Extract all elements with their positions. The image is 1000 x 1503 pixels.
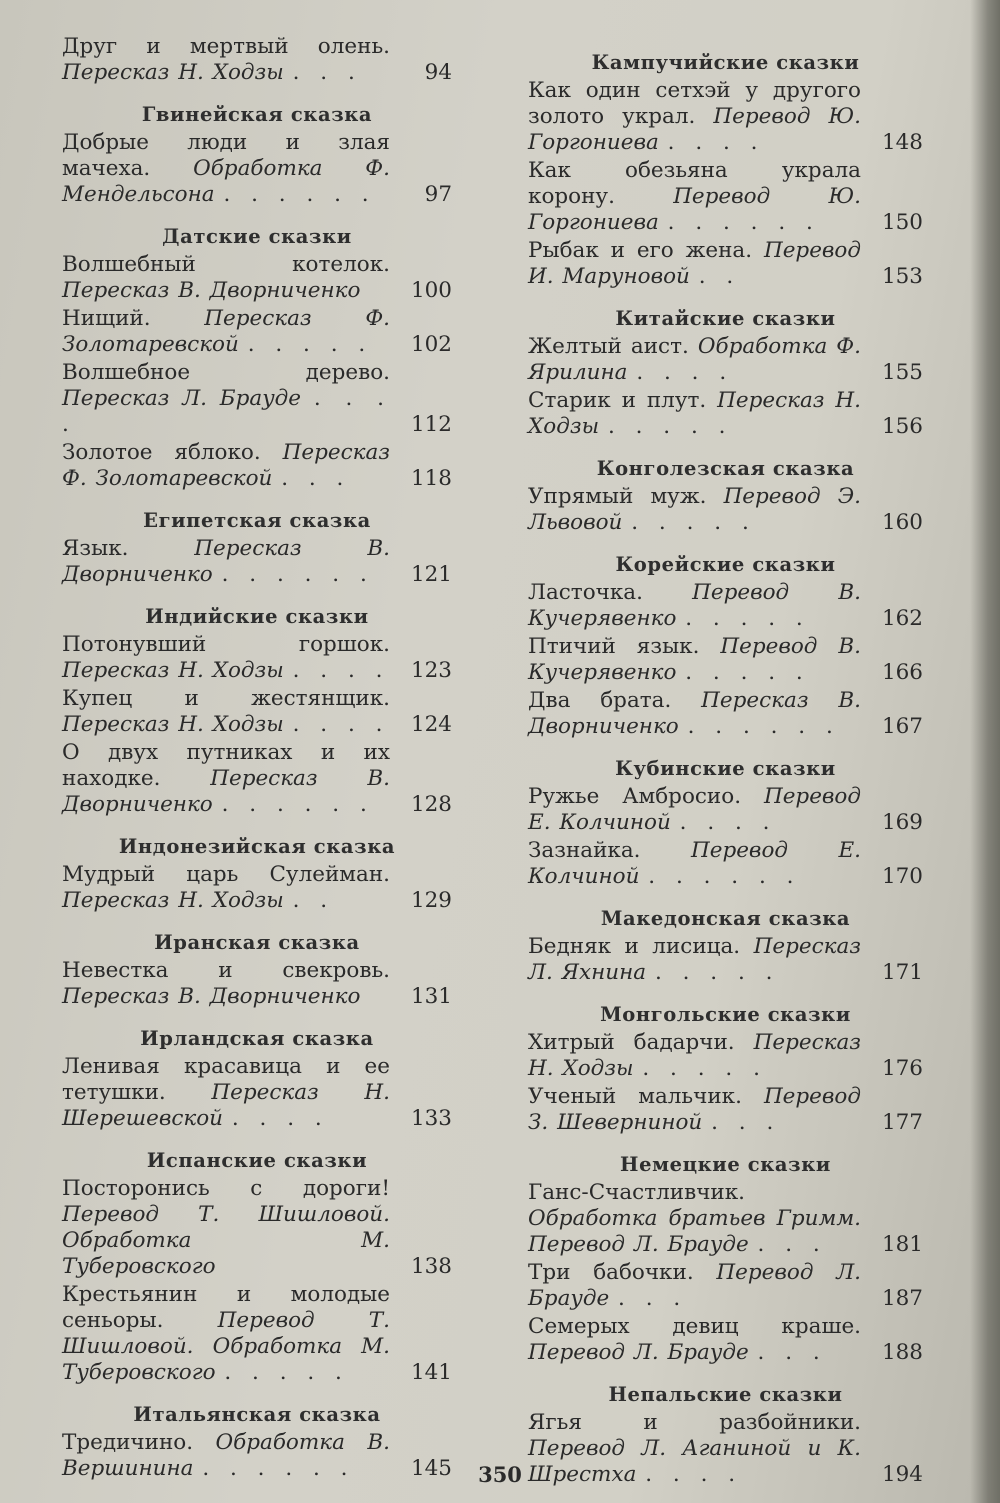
entry-title: Купец и жестянщик. [62, 686, 390, 711]
entry-leader-dots: . . . [757, 1232, 826, 1257]
entry-page-number: 94 [424, 60, 452, 85]
entry-author: Пересказ В. Дворниченко [62, 766, 390, 817]
toc-entry-text [62, 1054, 452, 1132]
entry-title: Нищий. [62, 306, 151, 331]
toc-entry-text [528, 634, 923, 686]
toc-entry[interactable] [528, 484, 923, 536]
entry-page-number: 188 [881, 1340, 923, 1365]
entry-page-number: 150 [881, 210, 923, 235]
entry-title: Два брата. [528, 688, 672, 713]
entry-title: Крестьянин и молодые сеньоры. [62, 1282, 390, 1333]
entry-author: Пересказ Ф. Золотаревской [62, 306, 390, 357]
entry-author: Пересказ Н. Ходзы [528, 1030, 861, 1081]
entry-leader-dots: . . . [281, 466, 350, 491]
entry-title: Друг и мертвый олень. [62, 34, 390, 59]
entry-title: Желтый аист. [528, 334, 689, 359]
entry-title: Как один сетхэй у другого золото украл. [528, 78, 861, 129]
entry-title: Ласточка. [528, 580, 643, 605]
entry-author: Перевод Ю. Горгониева [528, 184, 861, 235]
toc-entry[interactable] [62, 34, 452, 86]
section-heading: Непальские сказки [608, 1383, 843, 1406]
toc-entry-text [62, 360, 452, 438]
entry-page-number: 129 [410, 888, 452, 913]
entry-title: Ганс-Счастливчик. [528, 1180, 746, 1205]
section-heading: Индонезийская сказка [118, 835, 396, 858]
toc-entry[interactable] [528, 784, 923, 836]
entry-leader-dots: . . . . . . [221, 562, 373, 587]
entry-author: Пересказ Н. Ходзы [62, 888, 284, 913]
entry-leader-dots: . . [698, 264, 740, 289]
entry-page-number: 153 [881, 264, 923, 289]
section-heading: Гвинейская сказка [141, 103, 373, 126]
entry-page-number: 148 [881, 130, 923, 155]
toc-entry[interactable] [62, 862, 452, 914]
toc-entry[interactable] [528, 158, 923, 236]
entry-page-number: 133 [410, 1106, 452, 1131]
entry-author: Перевод И. Маруновой [528, 238, 861, 289]
entry-author: Пересказ В. Дворниченко [62, 278, 361, 303]
toc-entry[interactable] [528, 634, 923, 686]
entry-title: Упрямый муж. [528, 484, 707, 509]
entry-title: Бедняк и лисица. [528, 934, 741, 959]
toc-right-column [528, 34, 923, 1490]
entry-leader-dots: . . . . [292, 658, 389, 683]
entry-leader-dots: . . . . . [642, 1056, 766, 1081]
toc-entry-text [528, 1084, 923, 1136]
section-heading: Немецкие сказки [620, 1153, 831, 1176]
entry-title: Волшебный котелок. [62, 252, 390, 277]
entry-author: Пересказ Н. Ходзы [528, 388, 861, 439]
entry-author: Перевод Л. Аганиной и К. Шрестха [528, 1436, 861, 1487]
entry-leader-dots: . . . . . . [202, 1456, 354, 1481]
entry-title: Добрые люди и злая мачеха. [62, 130, 390, 181]
toc-entry-text [528, 688, 923, 740]
entry-page-number: 131 [410, 984, 452, 1009]
entry-page-number: 141 [410, 1360, 452, 1385]
toc-entry[interactable] [528, 934, 923, 986]
entry-title: Посторонись с дороги! [62, 1176, 390, 1201]
toc-entry-text [62, 686, 452, 738]
toc-entry[interactable] [528, 1180, 923, 1258]
toc-entry-text [528, 934, 923, 986]
toc-entry[interactable] [528, 388, 923, 440]
section-heading: Ирландская сказка [140, 1027, 374, 1050]
toc-entry[interactable] [528, 1260, 923, 1312]
toc-entry-text [62, 306, 452, 358]
entry-author: Перевод Ю. Горгониева [528, 104, 861, 155]
entry-author: Перевод Э. Львовой [528, 484, 861, 535]
toc-entry[interactable] [62, 958, 452, 1010]
toc-entry-text [528, 484, 923, 536]
section-heading: Датские сказки [162, 225, 352, 248]
toc-entry[interactable] [528, 78, 923, 156]
toc-entry-text [62, 34, 452, 86]
entry-page-number: 162 [881, 606, 923, 631]
entry-author: Перевод В. Кучерявенко [528, 634, 861, 685]
toc-entry[interactable] [62, 440, 452, 492]
section-heading: Иранская сказка [154, 931, 360, 954]
entry-leader-dots: . . . . . [247, 332, 372, 357]
entry-page-number: 112 [410, 412, 452, 437]
toc-entry-text [62, 536, 452, 588]
entry-author: Пересказ Л. Яхнина [528, 934, 861, 985]
section-heading: Македонская сказка [600, 907, 851, 930]
entry-author: Пересказ Н. Ходзы [62, 658, 284, 683]
toc-entry-text [528, 238, 923, 290]
section-heading: Испанские сказки [146, 1149, 368, 1172]
entry-page-number: 156 [881, 414, 923, 439]
entry-author: Обработка братьев Гримм. Перевод Л. Брауде [528, 1206, 861, 1257]
entry-title: Три бабочки. [528, 1260, 694, 1285]
toc-entry[interactable] [62, 1176, 452, 1280]
toc-entry[interactable] [62, 686, 452, 738]
toc-entry[interactable] [528, 688, 923, 740]
toc-entry[interactable] [528, 334, 923, 386]
entry-leader-dots: . . . . . [685, 660, 809, 685]
section-heading: Монгольские сказки [600, 1003, 851, 1026]
toc-entry[interactable] [528, 838, 923, 890]
toc-entry-text [62, 862, 452, 914]
toc-entry-text [528, 838, 923, 890]
toc-entry[interactable] [62, 130, 452, 208]
section-heading: Египетская сказка [143, 509, 371, 532]
toc-entry-text [62, 440, 452, 492]
entry-leader-dots: . . [292, 888, 334, 913]
entry-leader-dots: . . . . . [631, 510, 755, 535]
toc-entry-text [528, 784, 923, 836]
entry-page-number: 121 [410, 562, 452, 587]
entry-page-number: 176 [881, 1056, 923, 1081]
entry-title: Ружье Амбросио. [528, 784, 742, 809]
toc-entry[interactable] [528, 1314, 923, 1366]
section-heading: Корейские сказки [615, 553, 836, 576]
entry-leader-dots: . . . . . . [648, 864, 800, 889]
toc-entry-text [62, 1282, 452, 1386]
entry-leader-dots: . . . . . [685, 606, 809, 631]
entry-page-number: 167 [881, 714, 923, 739]
entry-page-number: 166 [881, 660, 923, 685]
entry-author: Пересказ Л. Брауде [62, 386, 302, 411]
entry-title: Невестка и свекровь. [62, 958, 390, 983]
entry-author: Обработка Ф. Мендельсона [62, 156, 390, 207]
entry-leader-dots: . . . . . [224, 1360, 348, 1385]
entry-author: Пересказ В. Дворниченко [62, 984, 361, 1009]
entry-page-number: 102 [410, 332, 452, 357]
entry-author: Обработка Ф. Ярилина [528, 334, 861, 385]
entry-author: Перевод В. Кучерявенко [528, 580, 861, 631]
toc-entry-text [62, 740, 452, 818]
entry-leader-dots: . . . . . . [687, 714, 839, 739]
entry-title: Ученый мальчик. [528, 1084, 742, 1109]
entry-page-number: 128 [410, 792, 452, 817]
entry-page-number: 169 [881, 810, 923, 835]
entry-title: Семерых девиц краше. [528, 1314, 861, 1339]
entry-leader-dots: . . . . . [607, 414, 732, 439]
entry-title: Ленивая красавица и ее тетушки. [62, 1054, 390, 1105]
entry-author: Перевод Е. Колчиной [528, 838, 861, 889]
toc-entry-text [62, 1176, 452, 1280]
entry-title: О двух путниках и их находке. [62, 740, 390, 791]
entry-title: Зазнайка. [528, 838, 641, 863]
entry-page-number: 118 [410, 466, 452, 491]
entry-page-number: 170 [881, 864, 923, 889]
entry-page-number: 160 [881, 510, 923, 535]
entry-leader-dots: . . . [618, 1286, 687, 1311]
entry-page-number: 155 [881, 360, 923, 385]
toc-entry[interactable] [62, 1282, 452, 1386]
entry-leader-dots: . . . . . . [221, 792, 373, 817]
entry-title: Мудрый царь Сулейман. [62, 862, 390, 887]
toc-left-column [62, 34, 452, 1484]
section-heading: Итальянская сказка [133, 1403, 381, 1426]
toc-entry-text [62, 632, 452, 684]
toc-entry-text [528, 78, 923, 156]
entry-page-number: 138 [410, 1254, 452, 1279]
entry-title: Ягья и разбойники. [528, 1410, 861, 1435]
entry-author: Перевод З. Шеверниной [528, 1084, 861, 1135]
entry-leader-dots: . . . . . [654, 960, 779, 985]
entry-author: Обработка В. Вершинина [62, 1430, 390, 1481]
entry-page-number: 123 [410, 658, 452, 683]
toc-entry[interactable] [62, 632, 452, 684]
entry-page-number: 100 [410, 278, 452, 303]
entry-leader-dots: . . . [711, 1110, 780, 1135]
entry-leader-dots: . . . . [667, 130, 764, 155]
page-edge-shadow [970, 0, 1000, 1503]
toc-entry[interactable] [62, 306, 452, 358]
toc-entry[interactable] [528, 238, 923, 290]
entry-leader-dots: . . . . [645, 1462, 742, 1487]
toc-entry[interactable] [528, 1030, 923, 1082]
entry-title: Потонувший горшок. [62, 632, 390, 657]
entry-page-number: 145 [410, 1456, 452, 1481]
toc-entry[interactable] [62, 1054, 452, 1132]
toc-entry-text [528, 334, 923, 386]
entry-author: Перевод Е. Колчиной [528, 784, 861, 835]
toc-entry-text [62, 958, 452, 1010]
toc-entry-text [528, 388, 923, 440]
entry-author: Пересказ Н. Ходзы [62, 60, 284, 85]
entry-author: Перевод Л. Брауде [528, 1260, 861, 1311]
entry-leader-dots: . . . . [231, 1106, 328, 1131]
entry-author: Пересказ Н. Ходзы [62, 712, 284, 737]
toc-entry[interactable] [62, 740, 452, 818]
section-heading: Китайские сказки [615, 307, 836, 330]
page-number: 350 [478, 1462, 522, 1487]
entry-author: Пересказ Ф. Золотаревской [62, 440, 390, 491]
entry-page-number: 194 [881, 1462, 923, 1487]
toc-entry[interactable] [528, 580, 923, 632]
entry-page-number: 177 [881, 1110, 923, 1135]
entry-leader-dots: . . . . [636, 360, 733, 385]
entry-title: Рыбак и его жена. [528, 238, 753, 263]
section-heading: Кубинские сказки [615, 757, 836, 780]
entry-leader-dots: . . . . [62, 386, 390, 437]
section-heading: Конголезская сказка [596, 457, 855, 480]
toc-entry-text [528, 158, 923, 236]
entry-page-number: 97 [424, 182, 452, 207]
toc-entry-text [62, 130, 452, 208]
entry-title: Тредичино. [62, 1430, 194, 1455]
entry-leader-dots: . . . . . . [667, 210, 819, 235]
entry-leader-dots: . . . [757, 1340, 826, 1365]
toc-entry[interactable] [62, 360, 452, 438]
entry-title: Как обезьяна украла корону. [528, 158, 861, 209]
entry-title: Птичий язык. [528, 634, 700, 659]
toc-entry-text [62, 252, 452, 304]
toc-entry-text [528, 1314, 923, 1366]
entry-leader-dots: . . . . . . [223, 182, 375, 207]
entry-author: Пересказ В. Дворниченко [528, 688, 862, 739]
entry-author: Перевод Т. Шишловой. Обработка М. Туберовского [62, 1202, 390, 1279]
entry-title: Старик и плут. [528, 388, 707, 413]
toc-entry[interactable] [62, 252, 452, 304]
entry-leader-dots: . . . . [292, 712, 389, 737]
toc-entry-text [528, 1180, 923, 1258]
entry-leader-dots: . . . [292, 60, 361, 85]
entry-page-number: 124 [410, 712, 452, 737]
toc-entry[interactable] [62, 536, 452, 588]
section-heading: Кампучийские сказки [591, 51, 860, 74]
entry-title: Золотое яблоко. [62, 440, 261, 465]
entry-page-number: 181 [881, 1232, 923, 1257]
entry-page-number: 187 [881, 1286, 923, 1311]
entry-page-number: 171 [881, 960, 923, 985]
entry-title: Язык. [62, 536, 129, 561]
entry-title: Волшебное дерево. [62, 360, 390, 385]
entry-author: Перевод Л. Брауде [528, 1340, 749, 1365]
entry-title: Хитрый бадарчи. [528, 1030, 735, 1055]
toc-entry-text [528, 1030, 923, 1082]
section-heading: Индийские сказки [145, 605, 369, 628]
toc-entry-text [528, 1260, 923, 1312]
entry-leader-dots: . . . . [679, 810, 776, 835]
entry-author: Пересказ Н. Шерешевской [62, 1080, 390, 1131]
toc-entry[interactable] [528, 1084, 923, 1136]
toc-entry-text [528, 580, 923, 632]
entry-author: Пересказ В. Дворниченко [62, 536, 390, 587]
entry-author: Перевод Т. Шишловой. Обработка М. Туберовского [62, 1308, 390, 1385]
